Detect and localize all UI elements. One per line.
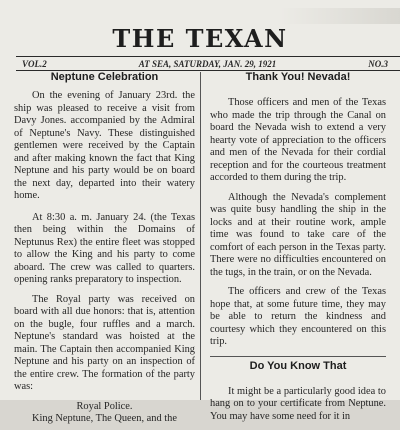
article-paragraph: The Royal party was received on board with all due honors: that is, attention on the bugle, four ruffles and a march. Neptune's standard was hoisted at the main. The Captain then accompanied King Neptune and his party on an inspection of the entire crew. The formation of the party was: <box>14 293 195 392</box>
article-continued-line: King Neptune, The Queen, and the <box>32 413 177 424</box>
article-headline-neptune: Neptune Celebration <box>50 71 159 83</box>
newspaper-masthead: THE TEXAN <box>112 24 288 53</box>
article-headline-know: Do You Know That <box>249 359 347 372</box>
section-rule <box>210 356 386 357</box>
volume-label: VOL.2 <box>22 59 47 69</box>
article-paragraph: It might be a particularly good idea to hang on to your certificate from Neptune. You may have some need for it in <box>210 385 386 422</box>
dateline <box>22 59 400 69</box>
location-date: AT SEA, SATURDAY, JAN. 29, 1921 <box>138 59 277 69</box>
article-paragraph: Although the Nevada's complement was quite busy handling the ship in the locks and at their routine work, ample time was found to take care of the comfort of each person in the Texas party. There were no difficulties encountered on the tugs, in the train, or on the Nevada. <box>210 191 386 278</box>
column-divider <box>200 72 201 400</box>
left-column <box>14 71 195 426</box>
royal-police-line: Royal Police. <box>76 400 133 412</box>
article-paragraph: Those officers and men of the Texas who made the trip through the Canal on board the Nevada wish to extend a very hearty vote of appreciation to the officers and men of the Nevada for their cordial reception and for the courteous treatment accorded to them during the trip. <box>210 97 386 183</box>
article-headline-thanks: Thank You! Nevada! <box>245 71 351 83</box>
article-paragraph: The officers and crew of the Texas hope that, at some future time, they may be able to return the kindness and courtesy which they encountered on this trip. <box>210 286 386 347</box>
article-paragraph: At 8:30 a. m. January 24. (the Texas then being within the Domains of Neptunus Rex) the entire fleet was stopped to allow the King and his party to come aboard. The crew was called to quarters. opening ranks preparatory to inspection. <box>14 211 195 285</box>
right-column <box>210 71 386 430</box>
masthead-top-rule <box>16 56 400 57</box>
issue-number: NO.3 <box>368 59 388 69</box>
article-paragraph: On the evening of January 23rd. the ship was pleased to receive a visit from Davy Jones. accompanied by the Admiral of Neptune's Navy. These distinguished gentlemen were received by the Captain and after making known the fact that King Neptune and his party would be on board the next day, departed into their watery home. <box>14 90 195 201</box>
